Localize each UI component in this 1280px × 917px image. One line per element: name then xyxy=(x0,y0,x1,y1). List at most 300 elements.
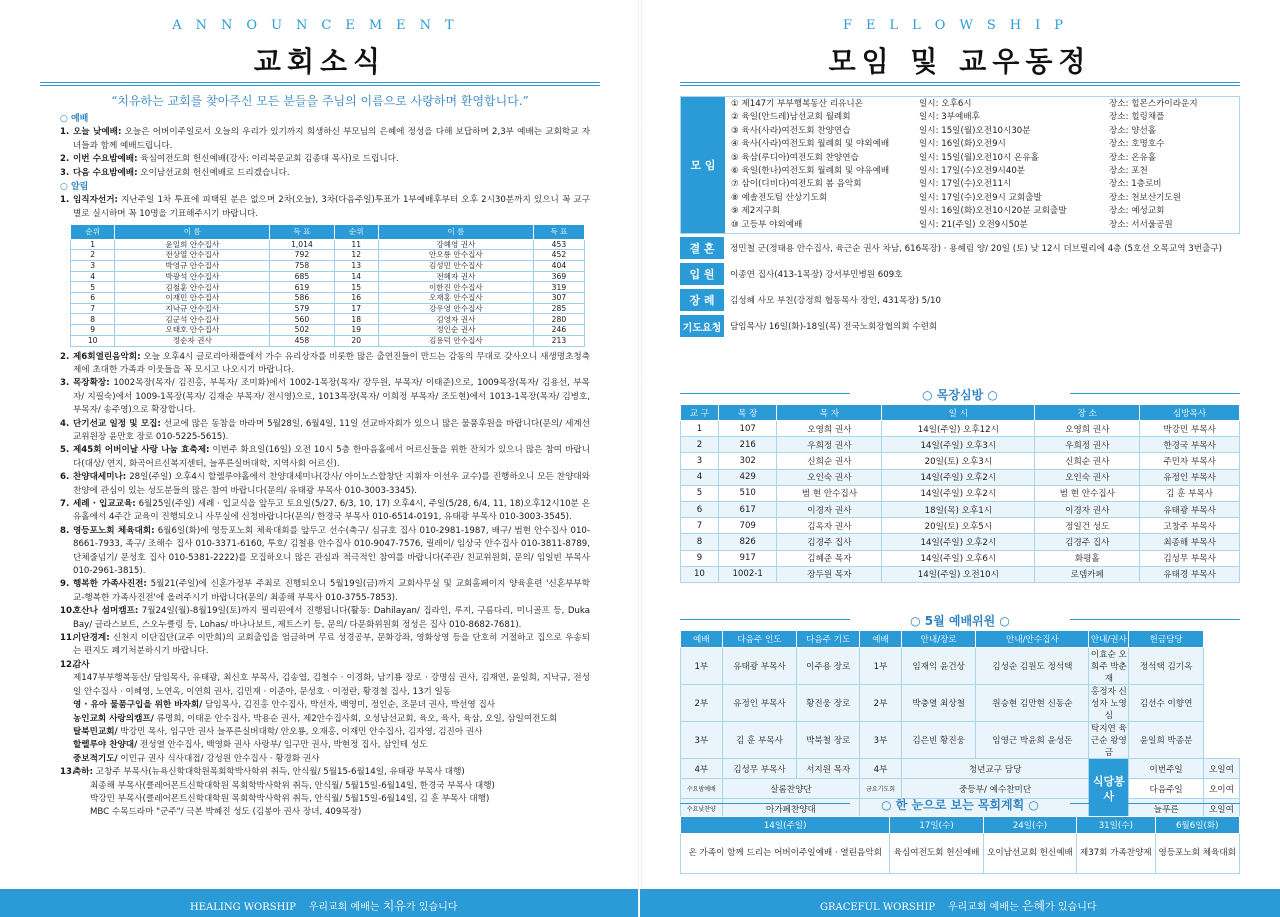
table-row xyxy=(681,722,1240,759)
hospital-row: 입 원 이종연 집사(413-1목장) 강서부민병원 609호 xyxy=(680,263,1240,285)
table-row xyxy=(681,550,1240,566)
visit-cell: 박강민 부목사 xyxy=(1140,421,1240,437)
visit-cell: 10 xyxy=(681,566,719,582)
vote-cell: 3 xyxy=(71,261,115,272)
meeting-name: ⑨ 제2지구회 xyxy=(731,206,781,217)
visit-cell: 이경자 권사 xyxy=(1035,501,1140,517)
vote-header: 이 름 xyxy=(115,225,270,239)
table-row xyxy=(681,566,1240,582)
thanks-detail: 이민규 권사 식사대접/ 강성원 안수집사 · 황경화 권사 xyxy=(117,753,320,764)
meeting-place: 장소: 힐링채플 xyxy=(1109,112,1165,123)
item-number: 11. xyxy=(60,633,76,644)
vote-cell: 452 xyxy=(533,250,584,261)
meeting-name: ⑩ 고등부 야외예배 xyxy=(731,219,803,230)
meeting-row xyxy=(731,205,1233,218)
visit-cell: 주민자 부목사 xyxy=(1140,453,1240,469)
visit-cell: 오영희 권사 xyxy=(1035,421,1140,437)
worship-item xyxy=(60,153,590,166)
plan-header: 14일(주일) xyxy=(681,817,890,834)
vote-cell: 박광석 안수집사 xyxy=(115,271,270,282)
meeting-name: ③ 육사(사라)여전도회 찬양연습 xyxy=(731,125,851,136)
vote-cell: 685 xyxy=(270,271,334,282)
announcement-eng-title: ANNOUNCEMENT xyxy=(172,18,468,33)
worship-committee-title: ○ 5월 예배위원 ○ xyxy=(680,612,1240,629)
visit-cell: 917 xyxy=(718,550,777,566)
notice-item: 1. 임직자선거: 지난주일 1차 투표에 피택된 분은 없으며 2차(오늘), 3차(다음주일)투표가 1부예배후부터 오후 2시30분까지 있으니 꼭 교구별로 실시하며 꼭 10명을 기표해주시기 바랍니다. xyxy=(60,195,590,219)
meeting-time: 일시: 17일(수)오전9시40분 xyxy=(919,166,1026,177)
item-text xyxy=(73,444,590,471)
notice-list xyxy=(60,351,590,659)
table-row xyxy=(681,421,1240,437)
vote-cell: 280 xyxy=(533,314,584,325)
visit-cell: 18일(목) 오후1시 xyxy=(882,501,1035,517)
vote-cell: 586 xyxy=(270,293,334,304)
visit-cell: 범 현 안수집사 xyxy=(1035,485,1140,501)
visit-cell: 오인숙 권사 xyxy=(777,469,882,485)
table-row xyxy=(681,534,1240,550)
committee-cell: 김성무 부목사 xyxy=(722,759,797,779)
vote-cell: 213 xyxy=(533,335,584,346)
visit-cell: 14일(주일) 오후2시 xyxy=(882,485,1035,501)
committee-cell: 2부 xyxy=(860,685,902,722)
visit-cell: 1002-1 xyxy=(718,566,777,582)
vote-cell: 16 xyxy=(334,293,378,304)
item-detail: 신천지 이단집단(교주 이만희)의 교회출입을 엄금하며 무료 성경공부, 문화강좌, 영화상영 등을 단호히 거절하고 집으로 우송되는 편지도 폐기처분하시기 바랍니다. xyxy=(73,633,590,657)
item-keyword: 목장확장: xyxy=(73,378,110,389)
committee-cell: 수요낮찬양 xyxy=(681,799,723,819)
visit-cell: 429 xyxy=(718,469,777,485)
committee-cell: 유정인 부목사 xyxy=(722,685,797,722)
thanks-detail: 전성열 안수집사, 백영화 권사 사랑부/ 임구만 권사, 박현정 집사, 삼인테 성도 xyxy=(137,740,428,751)
vote-cell: 14 xyxy=(334,271,378,282)
vote-cell: 4 xyxy=(71,271,115,282)
committee-cell: 원승현 김만현 신동순 xyxy=(976,685,1089,722)
table-row xyxy=(71,314,585,325)
table-row xyxy=(681,437,1240,453)
meeting-place: 장소: 천보산기도원 xyxy=(1109,192,1182,203)
vote-cell: 404 xyxy=(533,261,584,272)
committee-cell: 이주용 장로 xyxy=(797,648,860,685)
vote-results-table xyxy=(70,224,585,346)
plan-cell: 육심여전도회 헌신예배 xyxy=(890,834,983,874)
item-text xyxy=(73,153,590,166)
item-number: 4. xyxy=(60,418,70,429)
meeting-place: 장소: 양선홀 xyxy=(1109,125,1157,136)
notice-item xyxy=(60,418,590,445)
visit-cell: 7 xyxy=(681,518,719,534)
meeting-time: 일시: 16일(화)오전10시20분 교회출발 xyxy=(919,206,1067,217)
vote-cell: 246 xyxy=(533,325,584,336)
vote-cell: 619 xyxy=(270,282,334,293)
congrats-item: 13. 축하: 고창주 부목사(뉴욕신학대학원목회학박사학위 취득, 안식월/ 5월15-6월14일, 유태광 부목사 대행) xyxy=(60,767,465,778)
table-row xyxy=(681,501,1240,517)
meeting-row xyxy=(731,98,1233,111)
vote-cell: 오태호 안수집사 xyxy=(115,325,270,336)
committee-cell: 박충열 최상철 xyxy=(901,685,976,722)
visit-cell: 범 현 안수집사 xyxy=(777,485,882,501)
vote-header: 순위 xyxy=(71,225,115,239)
table-row xyxy=(681,453,1240,469)
visit-header: 장 소 xyxy=(1035,405,1140,421)
vote-cell: 전혜자 권사 xyxy=(378,271,533,282)
vote-cell: 502 xyxy=(270,325,334,336)
vote-cell: 1,014 xyxy=(270,239,334,250)
item-keyword: 호산나 섬머캠프: xyxy=(73,606,139,617)
visit-cell: 최종해 부목사 xyxy=(1140,534,1240,550)
item-number: 7. xyxy=(60,499,70,509)
item-detail: 28일(주일) 오후4시 할렐루야홀에서 찬양대세미나(강사/ 아이노스합창단 지휘자 이선우 교수)를 진행하오니 모든 찬양대와 찬양에 관심이 있는 성도분들의 많은 참여 바랍니다(문의/ 유태광 부목사 010-3003-3345). xyxy=(73,472,590,496)
vote-cell: 이재민 안수집사 xyxy=(115,293,270,304)
meeting-row xyxy=(731,219,1233,232)
table-row xyxy=(71,271,585,282)
item-detail: 오늘은 어버이주일로서 오늘의 우리가 있기까지 희생하신 부모님의 은혜에 정성을 다해 보답하며 2,3부 예배는 교회학교 자녀들과 함께 예배드립니다. xyxy=(73,127,591,151)
committee-header: 다음주 인도 xyxy=(722,631,797,648)
thanks-heading: 12. 감사 xyxy=(60,659,90,670)
visit-cell: 107 xyxy=(718,421,777,437)
plan-header: 24일(수) xyxy=(983,817,1076,834)
visit-cell: 14일(주일) 오후6시 xyxy=(882,550,1035,566)
thanks-detail: 박강민 목사, 임구만 권사 늘푸른실버대학/ 안오룡, 오재홍, 이재민 안수집사, 김자영, 김진아 권사 xyxy=(117,726,483,737)
notice-item xyxy=(60,525,590,579)
visit-cell: 9 xyxy=(681,550,719,566)
vote-cell: 9 xyxy=(71,325,115,336)
table-row xyxy=(71,293,585,304)
vote-cell: 458 xyxy=(270,335,334,346)
vote-cell: 12 xyxy=(334,250,378,261)
congrats-item: 최종해 부목사(클레어몬트신학대학원 목회학박사학위 취득, 안식월/ 5월15일-6월14일, 한경국 부목사 대행) xyxy=(90,780,495,791)
plan-cell: 온 가족이 함께 드리는 어버이주일예배 · 열린음악회 xyxy=(681,834,890,874)
vote-cell: 오재홍 안수집사 xyxy=(378,293,533,304)
visit-cell: 이경자 권사 xyxy=(777,501,882,517)
vote-cell: 김군석 안수집사 xyxy=(115,314,270,325)
meal-label: 식당봉사 xyxy=(1089,759,1129,819)
committee-cell: 김성순 김원도 정석택 xyxy=(976,648,1089,685)
vote-cell: 강혜영 권사 xyxy=(378,239,533,250)
item-keyword: 단기선교 일정 및 모집: xyxy=(73,418,161,429)
wedding-row: 결 혼 정민철 군(정태용 안수집사, 육근순 권사 차남, 616목장) · 용혜림 양/ 20일 (토) 낮 12시 더브릴리에 4층 (5호선 오목교역 3번출구) xyxy=(680,237,1240,259)
vote-cell: 19 xyxy=(334,325,378,336)
thanks-keyword: 영 · 유아 물품구입을 위한 바자회/ xyxy=(73,700,203,711)
item-number: 1. xyxy=(60,127,70,138)
item-keyword: 제6회열린음악회: xyxy=(73,351,141,362)
item-number: 8. xyxy=(60,525,70,536)
visit-cell: 유정인 부목사 xyxy=(1140,469,1240,485)
meeting-name: ⑥ 육일(한나)여전도회 월례회 및 야유예배 xyxy=(731,166,890,177)
table-row xyxy=(681,469,1240,485)
vote-header: 득 표 xyxy=(533,225,584,239)
plan-header: 31일(수) xyxy=(1077,817,1155,834)
item-text xyxy=(73,498,590,525)
plan-cell: 오이남선교회 헌신예배 xyxy=(983,834,1076,874)
item-detail: 5월21(주일)에 신혼가정부 주최로 진행되오니 5월19일(금)까지 교회사무실 및 교회홈페이지 양육훈련 '신혼부부학교-행복한 가족사진전'에 올려주시기 바랍니다(문의/ 최종해 부목사 010-3755-7853). xyxy=(73,579,590,603)
thanks-item xyxy=(60,753,590,766)
visit-table xyxy=(680,404,1240,583)
visit-cell: 2 xyxy=(681,437,719,453)
thanks-item xyxy=(60,739,590,752)
item-keyword: 다음 수요밤예배: xyxy=(73,167,138,178)
committee-cell: 이효순 오희주 박춘재 xyxy=(1089,648,1129,685)
table-row xyxy=(681,759,1240,779)
committee-header: 다음주 기도 xyxy=(797,631,860,648)
committee-cell: 박북철 장로 xyxy=(797,722,860,759)
vote-cell: 285 xyxy=(533,303,584,314)
visit-header: 일 시 xyxy=(882,405,1035,421)
thanks-keyword: 농인교회 사랑의캠프/ xyxy=(73,713,154,724)
meeting-place: 장소: 온유홀 xyxy=(1109,152,1157,163)
visit-cell: 20일(토) 오후5시 xyxy=(882,518,1035,534)
vote-cell: 김성민 안수집사 xyxy=(378,261,533,272)
item-keyword: 오늘 낮예배: xyxy=(73,127,122,138)
table-row xyxy=(681,648,1240,685)
committee-cell: 청년교구 담당 xyxy=(901,759,1088,779)
prayer-row: 기도요청 담임목사/ 16일(화)-18일(목) 전국노회장협의회 수련회 xyxy=(680,315,1240,337)
notice-item xyxy=(60,578,590,605)
table-row xyxy=(681,485,1240,501)
committee-cell: 서지원 목자 xyxy=(797,759,860,779)
item-keyword: 세례 · 입교교육: xyxy=(73,499,136,509)
thanks-item xyxy=(60,672,590,699)
visit-header: 목 장 xyxy=(718,405,777,421)
meeting-time: 일시: 15일(월)오전10시30분 xyxy=(919,125,1031,136)
meeting-place: 장소: 포천 xyxy=(1109,166,1148,177)
table-row xyxy=(71,261,585,272)
vote-cell: 이한진 안수집사 xyxy=(378,282,533,293)
committee-cell: 홍정자 신성자 노영심 xyxy=(1089,685,1129,722)
committee-cell: 1부 xyxy=(681,648,723,685)
item-keyword: 제45회 어버이날 사랑 나눔 효축제: xyxy=(73,445,210,456)
notice-item xyxy=(60,605,590,632)
item-text xyxy=(73,471,590,498)
item-text xyxy=(73,167,590,180)
item-detail: 6월6일(화)에 영등포노회 체육대회를 앞두고 선수(축구/ 심규호 집사 010-2981-1987, 배구/ 범현 안수집사 010-8661-7933, 족구/ 조해수 집사 010-3371-6160, 투호/ 김철용 안수집사 010-9047-7576, 릴레이/ 임상국 안수집사 010-3811-8789, 단체줄넘기/ 문성호 집사 010-5381-2222)를 모집하오니 많은 관심과 적극적인 참여를 바랍니다(주관/ 친교위원회, 문의/ 임일빈 부목사 010-2961-3815). xyxy=(73,525,590,577)
meeting-time: 일시: 17일(수)오전9시 교회출발 xyxy=(919,192,1042,203)
meetings-box xyxy=(680,96,1240,234)
right-footer xyxy=(640,889,1280,917)
plan-table xyxy=(680,816,1240,874)
vote-cell: 18 xyxy=(334,314,378,325)
funeral-row: 장 례 김성혜 사모 부친(강정희 협동목사 장인, 431목장) 5/10 xyxy=(680,289,1240,311)
committee-cell: 4부 xyxy=(860,759,902,779)
meeting-time: 일시: 오후6시 xyxy=(919,99,972,109)
item-text xyxy=(73,632,590,659)
item-number: 5. xyxy=(60,445,70,456)
committee-cell: 3부 xyxy=(681,722,723,759)
item-detail: 오이남선교회 헌신예배로 드리겠습니다. xyxy=(137,167,290,178)
vote-cell: 792 xyxy=(270,250,334,261)
vote-cell: 11 xyxy=(334,239,378,250)
committee-header: 안내/장로 xyxy=(901,631,976,648)
committee-cell: 수요밤예배 xyxy=(681,779,723,799)
committee-cell: 금요기도회 xyxy=(860,779,902,799)
visit-cell: 617 xyxy=(718,501,777,517)
vote-cell: 안오룡 안수집사 xyxy=(378,250,533,261)
visit-cell: 김경주 집사 xyxy=(1035,534,1140,550)
visit-cell: 오영희 권사 xyxy=(777,421,882,437)
meeting-place: 장소: 예성교회 xyxy=(1109,206,1165,217)
committee-cell: 임영근 박윤희 윤성돈 xyxy=(976,722,1089,759)
visit-cell: 오인숙 권사 xyxy=(1035,469,1140,485)
visit-cell: 고창주 부목사 xyxy=(1140,518,1240,534)
meeting-place: 장소: 1층로비 xyxy=(1109,179,1162,190)
committee-cell: 황진웅 장로 xyxy=(797,685,860,722)
item-number: 9. xyxy=(60,579,70,590)
vote-cell: 2 xyxy=(71,250,115,261)
meeting-time: 일시: 16일(화)오전9시 xyxy=(919,139,1006,150)
vote-cell: 10 xyxy=(71,335,115,346)
vote-cell: 319 xyxy=(533,282,584,293)
committee-header: 헌금담당 xyxy=(1129,631,1204,648)
left-footer-text: HEALING WORSHIP 우리교회 예배는 치유가 있습니다 xyxy=(190,899,458,913)
vote-cell: 17 xyxy=(334,303,378,314)
vote-cell: 김철훈 안수집사 xyxy=(115,282,270,293)
item-keyword: 이번 수요밤예배: xyxy=(73,154,138,165)
meeting-name: ⑧ 예솔전도팀 산상기도회 xyxy=(731,192,828,203)
visit-cell: 한경국 부목사 xyxy=(1140,437,1240,453)
vote-cell: 13 xyxy=(334,261,378,272)
item-text xyxy=(73,578,590,605)
visit-cell: 14일(주일) 오후12시 xyxy=(882,421,1035,437)
visit-cell: 6 xyxy=(681,501,719,517)
congrats-item: MBC 수목드라마 "군주"/ 극본 박혜진 성도 (김봉아 권사 장녀, 409목장) xyxy=(90,807,362,818)
plan-header: 17일(수) xyxy=(890,817,983,834)
vote-header: 득 표 xyxy=(270,225,334,239)
item-number: 3. xyxy=(60,167,70,178)
congrats-item: 박강민 부목사(클레어몬트신학대학원 목회학박사학위 취득, 안식월/ 5월15일-6월14일, 김 훈 부목사 대행) xyxy=(90,793,490,804)
item-text xyxy=(73,126,590,153)
notice-heading: ○ 알림 xyxy=(60,182,89,193)
item-number: 2. xyxy=(60,351,70,362)
meeting-row xyxy=(731,152,1233,165)
vote-cell: 20 xyxy=(334,335,378,346)
committee-header: 안내/안수집사 xyxy=(976,631,1089,648)
vote-cell: 지낙규 안수집사 xyxy=(115,303,270,314)
visit-cell: 1 xyxy=(681,421,719,437)
vote-cell: 강우영 안수집사 xyxy=(378,303,533,314)
worship-list xyxy=(60,126,590,180)
meeting-row xyxy=(731,125,1233,138)
committee-cell: 살롬찬양단 xyxy=(722,779,859,799)
committee-cell: 아가페찬양대 xyxy=(722,799,859,819)
vote-cell: 560 xyxy=(270,314,334,325)
meal-who: 오일여 xyxy=(1203,759,1239,779)
meeting-name: ① 제147기 부부행복동산 리유니온 xyxy=(731,99,863,109)
visit-cell: 로뎀카페 xyxy=(1035,566,1140,582)
item-detail: 오늘 오후4시 글로리아채플에서 가수 유리상자를 비롯한 많은 출연진들이 만드는 감동의 무대로 갖사오니 새생명초청축제에 초대한 가족과 이웃들을 꼭 모시고 나오시기 바랍니다. xyxy=(73,351,590,375)
meeting-row xyxy=(731,165,1233,178)
item-number: 6. xyxy=(60,472,70,483)
visit-cell: 14일(주일) 오후2시 xyxy=(882,469,1035,485)
vote-cell: 김용덕 안수집사 xyxy=(378,335,533,346)
visit-cell: 유태광 부목사 xyxy=(1140,501,1240,517)
table-row xyxy=(71,303,585,314)
committee-cell: 임재익 윤건상 xyxy=(901,648,976,685)
item-detail: 7월24일(월)-8월19일(토)까지 필리핀에서 진행됩니다(활동: Dahilayan/ 집라인, 루지, 구름다리, 미니골프 등, Duka Bay/ 글라스보트, 스오누클링 등, Lohas/ 바나나보트, 제트스키 등, 문의/ 다문화위원회 정성은 집사 010-8682-7681). xyxy=(73,606,590,630)
vote-cell: 5 xyxy=(71,282,115,293)
vote-cell: 김영자 권사 xyxy=(378,314,533,325)
visit-cell: 510 xyxy=(718,485,777,501)
visit-cell: 장두원 목자 xyxy=(777,566,882,582)
notice-item xyxy=(60,498,590,525)
item-detail: 선교에 많은 동참을 바라며 5월28일, 6월4일, 11일 선교바자회가 있으니 많은 물품후원을 바랍니다(문의/ 세계선교위원장 윤만호 장로 010-5225-5615). xyxy=(73,418,590,442)
committee-cell: 김 훈 부목사 xyxy=(722,722,797,759)
meeting-row xyxy=(731,138,1233,151)
notice-item xyxy=(60,377,590,417)
left-footer xyxy=(0,889,640,917)
visit-cell: 김경주 집사 xyxy=(777,534,882,550)
worship-item xyxy=(60,167,590,180)
meeting-time: 일시: 3부예배후 xyxy=(919,112,980,123)
vote-cell: 15 xyxy=(334,282,378,293)
plan-header: 6월6일(화) xyxy=(1155,817,1240,834)
meeting-row xyxy=(731,111,1233,124)
visit-cell: 김성무 부목사 xyxy=(1140,550,1240,566)
item-number: 2. xyxy=(60,154,70,165)
vote-cell: 6 xyxy=(71,293,115,304)
item-number: 10. xyxy=(60,606,76,617)
meal-who: 오일여 xyxy=(1203,799,1239,819)
meeting-time: 일시: 17일(수)오전11시 xyxy=(919,179,1012,190)
title-rule xyxy=(40,82,600,86)
meeting-name: ④ 육사(사라)여전도회 월례회 및 야외예배 xyxy=(731,139,890,150)
committee-header: 안내/권사 xyxy=(1089,631,1129,648)
thanks-keyword: 탈북민교회/ xyxy=(73,726,118,737)
notice-item xyxy=(60,471,590,498)
vote-cell: 박영규 안수집사 xyxy=(115,261,270,272)
committee-cell: 김선수 이향연 xyxy=(1129,685,1204,722)
thanks-item xyxy=(60,699,590,712)
visit-header: 교 구 xyxy=(681,405,719,421)
fellowship-eng-title: FELLOWSHIP xyxy=(843,18,1077,33)
table-row xyxy=(71,250,585,261)
visit-header: 목 자 xyxy=(777,405,882,421)
vote-cell: 453 xyxy=(533,239,584,250)
committee-cell: 1부 xyxy=(860,648,902,685)
vote-cell: 758 xyxy=(270,261,334,272)
right-footer-text: GRACEFUL WORSHIP 우리교회 예배는 은혜가 있습니다 xyxy=(820,899,1097,913)
item-text xyxy=(73,351,590,378)
visit-cell: 5 xyxy=(681,485,719,501)
meal-when: 늘푸른 xyxy=(1129,799,1204,819)
visit-cell: 김 훈 부목사 xyxy=(1140,485,1240,501)
thanks-list xyxy=(60,672,590,766)
item-text xyxy=(73,377,590,417)
meeting-name: ⑦ 삼이(디비다)여전도회 봄 음악회 xyxy=(731,179,862,190)
visit-cell: 14일(주일) 오전10시 xyxy=(882,566,1035,582)
meetings-label: 모 임 xyxy=(681,97,725,233)
visit-cell: 216 xyxy=(718,437,777,453)
visit-cell: 김혜준 목자 xyxy=(777,550,882,566)
item-detail: 1002목장(목자/ 김진홍, 부목자/ 조미화)에서 1002-1목장(목자/ 장두원, 부목자/ 이태준)으로, 1009목장(목자/ 김용선, 부목자/ 지필숙)에서 1009-1목장(목자/ 김재순 부목자/ 전시영)으로, 1013목장(목자/ 이희정 부목자/ 조도현)에서 1013-1목장(목자/ 김병호, 부목자/ 송주영)으로 확장합니다. xyxy=(73,378,590,416)
meeting-place: 장소: 호명호수 xyxy=(1109,139,1165,150)
table-row xyxy=(681,685,1240,722)
thanks-detail: 류명희, 이태운 안수집사, 박용순 권사, 제2안수집사회, 오성남선교회, 육오, 육사, 육삼, 오일, 삼일여전도회 xyxy=(153,713,558,724)
table-row xyxy=(681,518,1240,534)
vote-cell: 정인순 권사 xyxy=(378,325,533,336)
committee-cell: 중등부/ 예수찬미단 xyxy=(901,779,1088,799)
visit-cell: 20일(토) 오후3시 xyxy=(882,453,1035,469)
visit-cell: 14일(주일) 오후3시 xyxy=(882,437,1035,453)
vote-cell: 307 xyxy=(533,293,584,304)
title-rule xyxy=(680,82,1240,86)
visit-cell: 302 xyxy=(718,453,777,469)
vote-cell: 정순자 권사 xyxy=(115,335,270,346)
table-row xyxy=(71,282,585,293)
vote-header: 이 름 xyxy=(378,225,533,239)
vote-cell: 8 xyxy=(71,314,115,325)
thanks-detail: 제147부부행복동산/ 담임목사, 유태광, 최신호 부목사, 김송엽, 김철수 · 이경화, 남기룡 장로 · 강명심 권사, 김재연, 윤일희, 지낙규, 전성일 안수집사 · 이혜영, 노연옥, 이연희 권사, 김민재 · 이준아, 문성호 · 이정란, 황경철 집사, 13기 일동 xyxy=(73,673,590,697)
visit-cell: 신희순 권사 xyxy=(777,453,882,469)
plan-cell: 제37회 가족찬양제 xyxy=(1077,834,1155,874)
